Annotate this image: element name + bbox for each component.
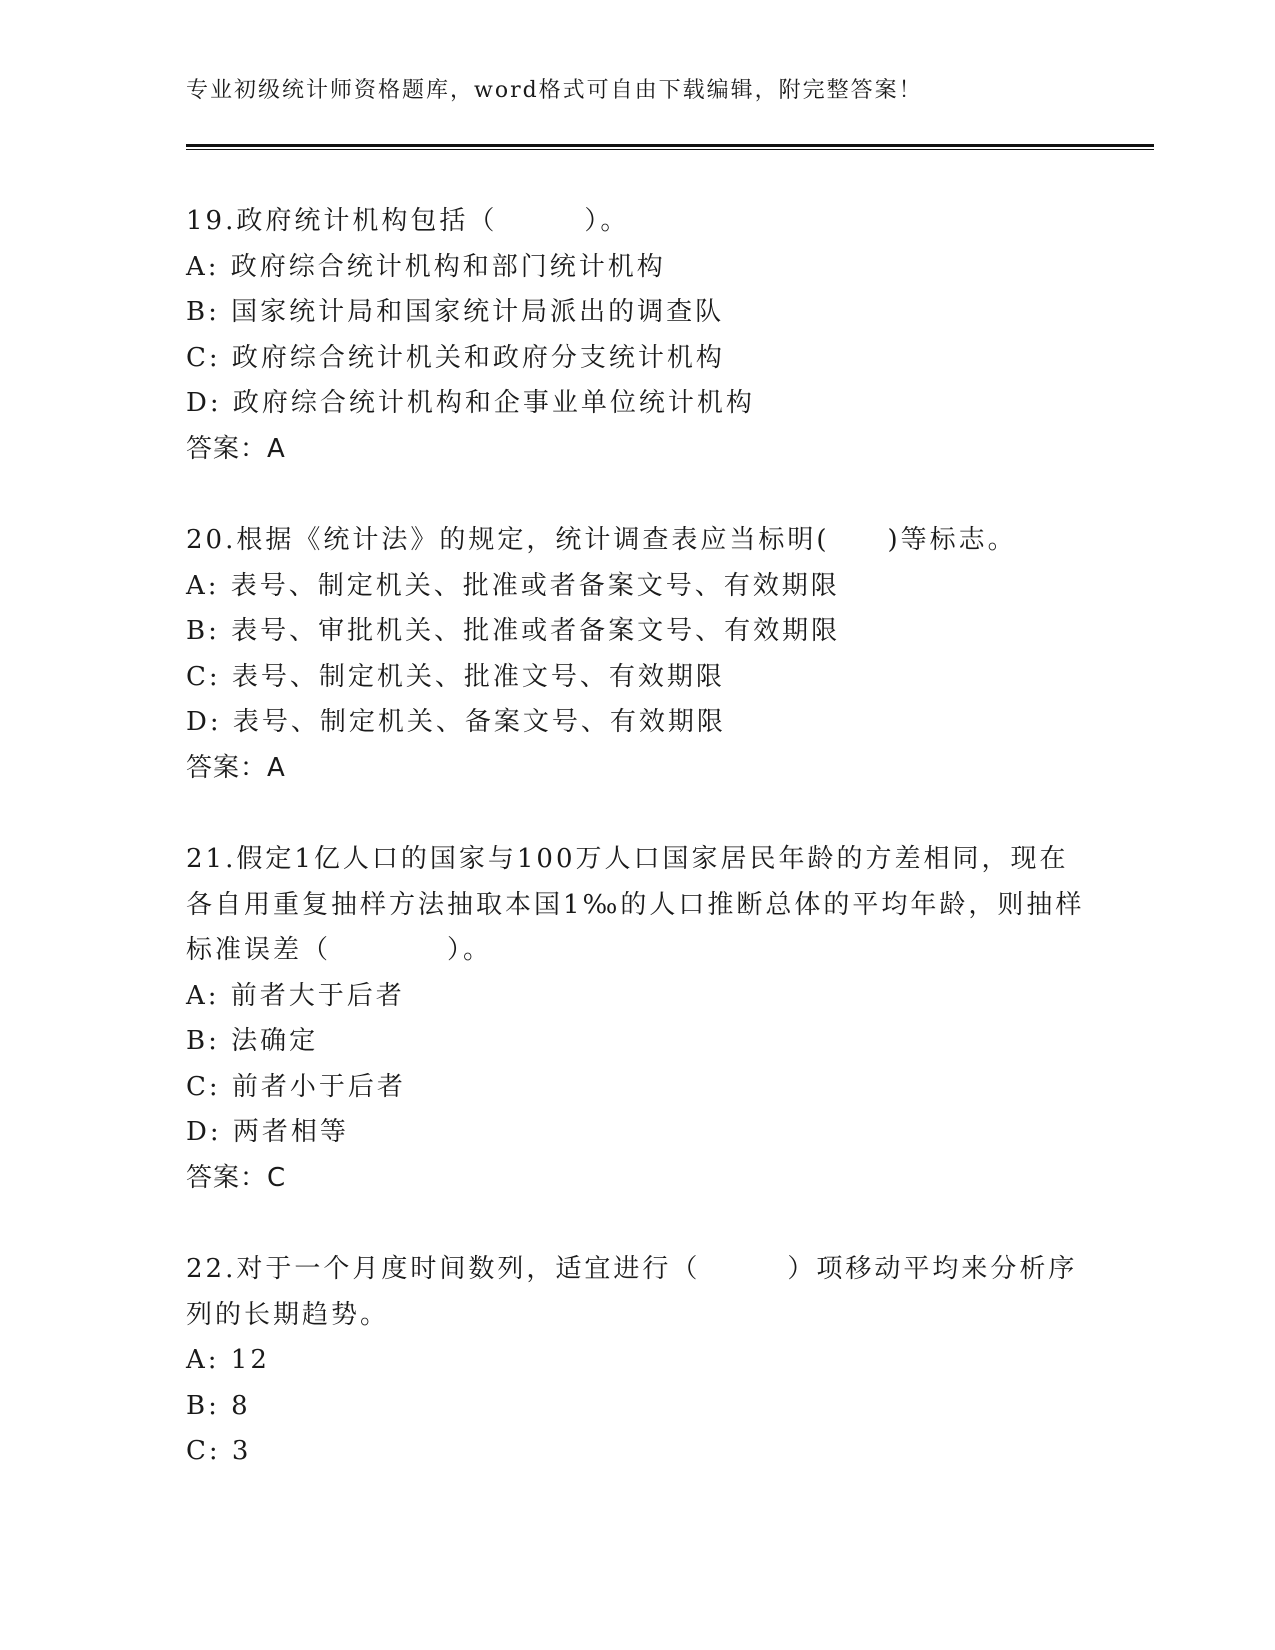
question-stem: 22.对于一个月度时间数列，适宜进行（ ）项移动平均来分析序列的长期趋势。 bbox=[186, 1254, 1078, 1330]
option-a: A: 表号、制定机关、批准或者备案文号、有效期限 bbox=[186, 570, 840, 601]
question-list bbox=[186, 199, 1086, 1521]
option-a: A: 前者大于后者 bbox=[186, 980, 405, 1011]
option-d: D: 两者相等 bbox=[186, 1117, 349, 1147]
question-20 bbox=[186, 518, 1086, 791]
option-b: B: 8 bbox=[186, 1390, 251, 1421]
question-stem: 21.假定1亿人口的国家与100万人口国家居民年龄的方差相同，现在各自用重复抽样方法抽取本国1‰的人口推断总体的平均年龄，则抽样标准误差（ ）。 bbox=[186, 844, 1085, 965]
question-22 bbox=[186, 1247, 1086, 1475]
option-c: C: 3 bbox=[186, 1436, 252, 1466]
option-a: A: 12 bbox=[186, 1345, 270, 1375]
question-21 bbox=[186, 837, 1086, 1201]
option-b: B: 国家统计局和国家统计局派出的调查队 bbox=[186, 297, 725, 327]
option-c: C: 表号、制定机关、批准文号、有效期限 bbox=[186, 661, 725, 692]
question-19 bbox=[186, 199, 1086, 472]
option-d: D: 表号、制定机关、备案文号、有效期限 bbox=[186, 707, 726, 737]
answer-label: 答案：A bbox=[186, 752, 286, 783]
question-stem: 19.政府统计机构包括（ ）。 bbox=[186, 206, 630, 236]
answer-label: 答案：A bbox=[186, 433, 286, 464]
page-header-title: 专业初级统计师资格题库，word格式可自由下载编辑，附完整答案！ bbox=[186, 78, 923, 103]
header-divider bbox=[186, 144, 1154, 150]
option-c: C: 前者小于后者 bbox=[186, 1071, 406, 1102]
question-stem: 20.根据《统计法》的规定，统计调查表应当标明( )等标志。 bbox=[186, 525, 1017, 555]
answer-label: 答案：C bbox=[186, 1162, 287, 1193]
option-c: C: 政府综合统计机关和政府分支统计机构 bbox=[186, 342, 725, 373]
option-b: B: 表号、审批机关、批准或者备案文号、有效期限 bbox=[186, 616, 841, 646]
option-a: A: 政府综合统计机构和部门统计机构 bbox=[186, 251, 666, 282]
option-d: D: 政府综合统计机构和企事业单位统计机构 bbox=[186, 388, 755, 418]
option-b: B: 法确定 bbox=[186, 1026, 319, 1056]
